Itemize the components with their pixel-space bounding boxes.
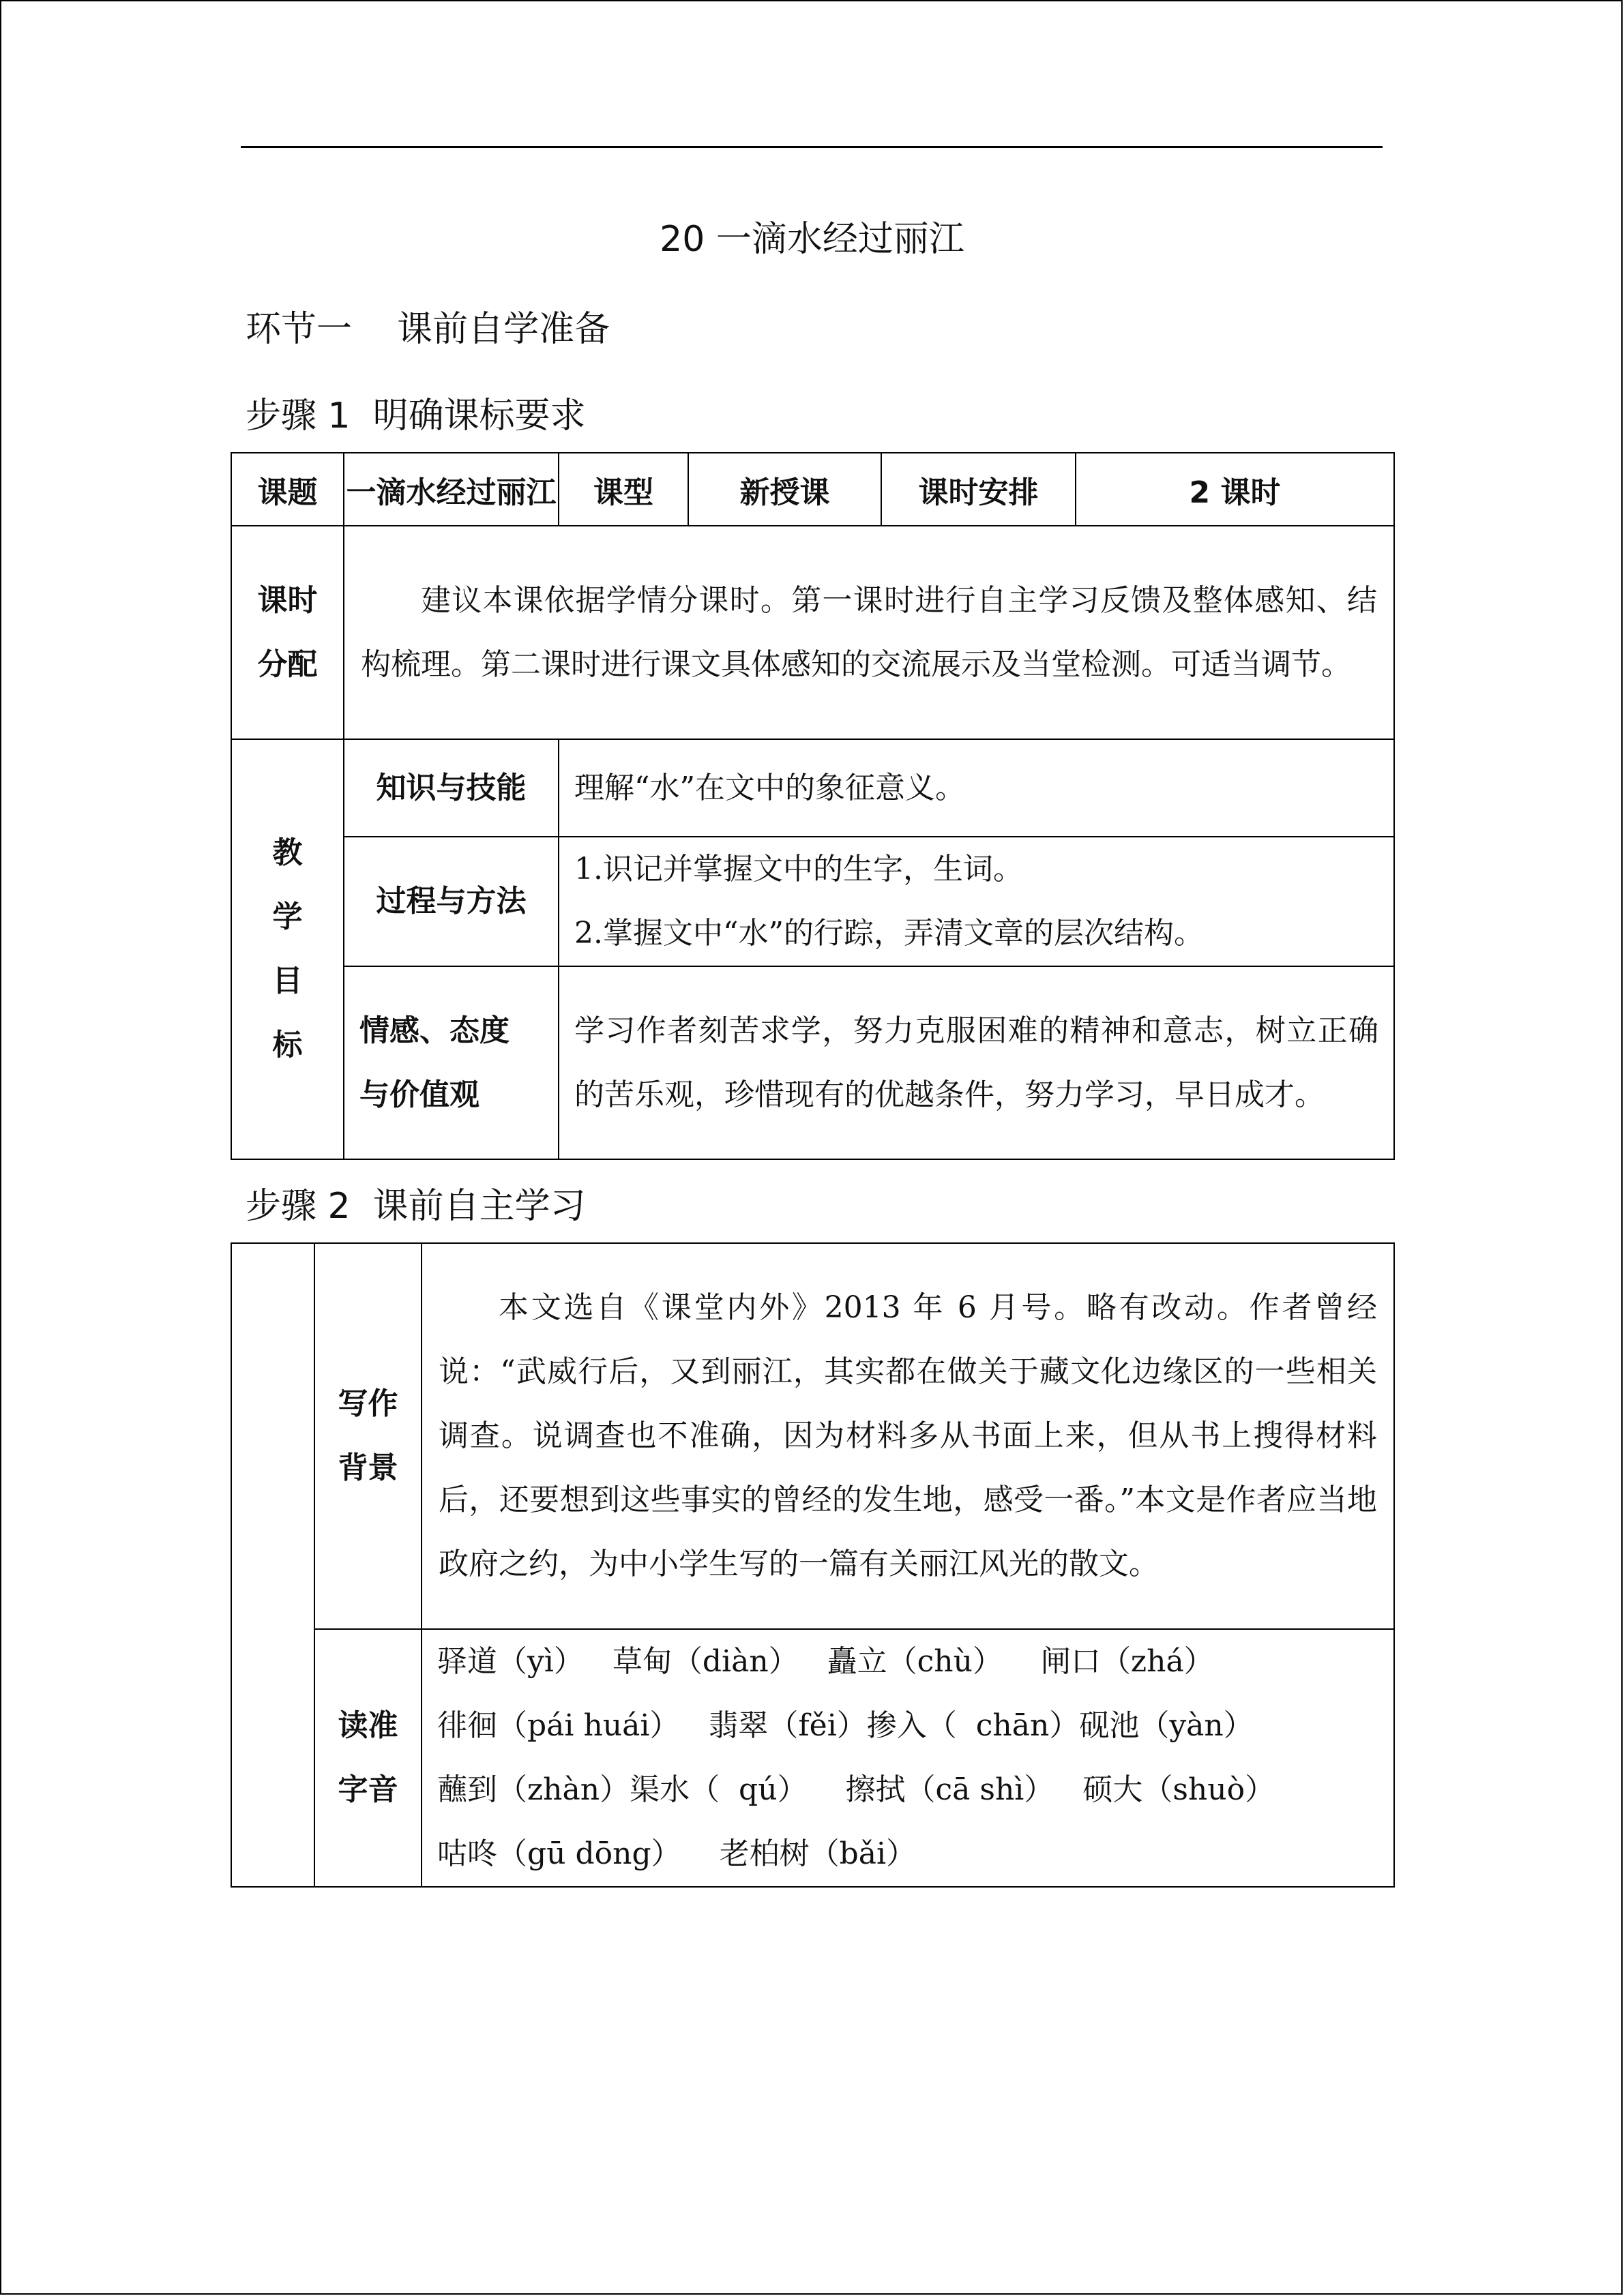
table-row (231, 1243, 1394, 1629)
pronunciation-label: 读准 字音 (314, 1629, 422, 1887)
topic-value: 一滴水经过丽江 (344, 453, 559, 526)
list-item: 蘸到（zhàn）渠水（ qú） 擦拭（cā shì） 硕大（shuò） (437, 1772, 1275, 1807)
pronunciation-list (422, 1629, 1394, 1887)
schedule-value: 2 课时 (1076, 453, 1394, 526)
step1-heading: 步骤 1 明确课标要求 (246, 396, 586, 436)
table-row (231, 739, 1394, 837)
lesson-standards-table (231, 452, 1395, 1160)
process-label: 过程与方法 (344, 837, 559, 966)
table-row (231, 966, 1394, 1159)
emotion-text: 学习作者刻苦求学，努力克服困难的精神和意志，树立正确的苦乐观，珍惜现有的优越条件，努力学习，早日成才。 (559, 966, 1394, 1159)
emotion-label: 情感、态度 与价值观 (344, 966, 559, 1159)
section-heading: 环节一 课前自学准备 (246, 309, 610, 350)
allocation-label: 课时 分配 (231, 526, 344, 739)
knowledge-label: 知识与技能 (344, 739, 559, 837)
list-item: 驿道（yì） 草甸（diàn） 矗立（chù） 闸口（zhá） (437, 1644, 1214, 1679)
step2-heading: 步骤 2 课前自主学习 (246, 1186, 586, 1227)
goals-label: 教 学 目 标 (231, 739, 344, 1159)
header-rule (241, 146, 1383, 148)
list-item: 徘徊（pái huái） 翡翠（fěi）掺入（ chān）砚池（yàn） (437, 1708, 1254, 1743)
background-text: 本文选自《课堂内外》2013 年 6 月号。略有改动。作者曾经说：“武威行后，又到丽江，其实都在做关于藏文化边缘区的一些相关调查。说调查也不准确，因为材料多从书面上来，但从书上搜得材料后，还要想到这些事实的曾经的发生地，感受一番。”本文是作者应当地政府之约，为中小学生写的一篇有关丽江风光的散文。 (422, 1243, 1394, 1629)
type-header: 课型 (559, 453, 688, 526)
page-title: 20 一滴水经过丽江 (660, 219, 964, 260)
list-item: 咕咚（gū dōng） 老柏树（bǎi） (437, 1836, 917, 1871)
background-label: 写作 背景 (314, 1243, 422, 1629)
topic-header: 课题 (231, 453, 344, 526)
self-study-table (231, 1242, 1395, 1888)
table-row (231, 526, 1394, 739)
table-row (231, 1629, 1394, 1887)
blank-cell (231, 1243, 314, 1887)
table-row (231, 453, 1394, 526)
type-value: 新授课 (688, 453, 881, 526)
schedule-header: 课时安排 (881, 453, 1076, 526)
allocation-text: 建议本课依据学情分课时。第一课时进行自主学习反馈及整体感知、结构梳理。第二课时进行课文具体感知的交流展示及当堂检测。可适当调节。 (344, 526, 1394, 739)
knowledge-text: 理解“水”在文中的象征意义。 (559, 739, 1394, 837)
table-row (231, 837, 1394, 966)
process-text: 1.识记并掌握文中的生字，生词。 2.掌握文中“水”的行踪，弄清文章的层次结构。 (559, 837, 1394, 966)
